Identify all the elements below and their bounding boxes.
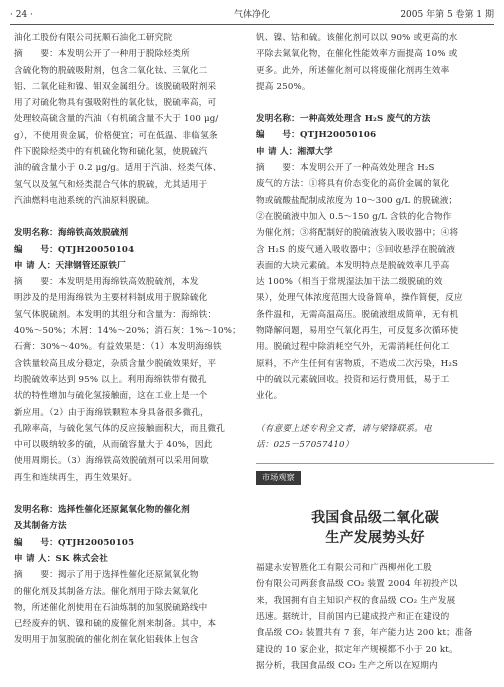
text-line: 摘 要：揭示了用于选择性催化还原氮氧化物 [14, 570, 199, 581]
text-line: 40%～50%；木屑：14%～20%；消石灰：1%～10%； [14, 326, 241, 337]
text-line: 摘 要：本发明公开了一种用于脱除烃类所 [14, 49, 190, 60]
patent-title-cont: 及其制备方法 [14, 521, 67, 532]
running-header [10, 8, 494, 22]
text-line: 含铁量较高且成分稳定，杂质含量少脱硫效果好，平 [14, 358, 217, 369]
text-line: 均脱硫效率达到 95% 以上。利用海绵铁带有微孔 [14, 374, 207, 385]
text-line: 条件温和，无需高温高压。脱硫液组成简单，无有机 [256, 309, 459, 320]
text-line: 摘 要：本发明是用海绵铁高效脱硫剂，本发 [14, 277, 199, 288]
text-line: 含 H₂S 的废气通入吸收器中；⑤回收悬浮在脱硫液 [256, 244, 456, 255]
section-tag: 市场观察 [256, 471, 301, 485]
article-title-line: 我国食品级二氧化碳 [311, 510, 439, 527]
text-line: 中的硫以元素硫回收。投资和运行费用低，易于工 [256, 374, 450, 385]
article-title [256, 508, 494, 548]
text-line: 油的硫含量小于 0.2 μg/g。适用于汽油、烃类气体、 [14, 163, 222, 174]
text-line: 果），处理气体浓度范围大设备简单，操作简便，反应 [256, 293, 463, 304]
text-line: 物降解问题，易用空气氧化再生，可反复多次循环使 [256, 326, 459, 337]
text-line: 使用周期长。（3）海绵铁高效脱硫剂可以采用间歇 [14, 456, 209, 467]
contact-line: （有意要上述专利全文者，请与梁锋联系。电 [256, 423, 432, 434]
text-line: 氢气体脱硫剂。本发明的其组分和含量为：海绵铁： [14, 309, 217, 320]
text-line: 摘 要：本发明公开了一种高效处理含 H₂S [256, 163, 435, 174]
text-line: 铝、二氧化硅和镍、钼双金属组分。该脱硫吸附剂采 [14, 81, 217, 92]
text-line: 用了对硫化物具有强吸附性的氧化钛，脱硫率高，可 [14, 98, 217, 109]
text-line: 的催化剂及其制备方法。催化剂用于除去氮氧化 [14, 586, 199, 597]
text-line: 钒、镍、钴和硫。该催化剂可以以 90% 或更高的水 [256, 33, 458, 43]
text-line: 份有限公司两套食品级 CO₂ 装置 2004 年初投产以 [256, 579, 458, 590]
text-line: 原料，不产生任何有害物质，不造成二次污染，H₂S [256, 358, 459, 369]
text-line: 提高 250%。 [256, 81, 311, 92]
abstract-continued [14, 30, 246, 209]
patent-applicant: 申 请 人：SK 株式会社 [14, 553, 109, 564]
text-line: 据分析，我国食品级 CO₂ 生产之所以在短期内 [256, 660, 438, 671]
text-line: 已经废弃的钒、镍和硫的废催化剂来制备。其中，本 [14, 619, 217, 630]
text-line: 中可以吸纳较多的硫，从而硫容量大于 40%，因此 [14, 440, 213, 451]
text-line: 为催化剂；③将配制好的脱硫液装入吸收器中；④将 [256, 228, 459, 239]
patent-applicant: 申 请 人：天津钢管还原铁厂 [14, 260, 126, 271]
text-line: 孔隙率高，与硫化氢气体的反应接触面积大，而且微孔 [14, 423, 226, 434]
text-line: 建设的 10 家企业，拟定年产规模都不小于 20 kt。 [256, 644, 458, 655]
text-line: 表面的大块元素硫。本发明特点是脱硫效率几乎高 [256, 260, 450, 271]
patent-title: 发明名称：一种高效处理含 H₂S 废气的方法 [256, 114, 431, 125]
text-line: 状的特性增加与硫化氢接触面，这在工业上是一个 [14, 391, 208, 402]
text-line: 件下脱除烃类中的有机硫化物和硫化氢，使脱硫汽 [14, 147, 208, 158]
text-line: 用。脱硫过程中除消耗空气外，无需消耗任何化工 [256, 342, 450, 353]
article-body [256, 560, 494, 674]
text-line: 油化工股份有限公司抚顺石油化工研究院 [14, 33, 173, 43]
page-number: · 24 · [10, 10, 33, 20]
text-line: 更多。此外，所述催化剂可以将废催化剂再生效率 [256, 65, 450, 76]
text-line: 明涉及的是用海绵铁为主要材料制成用于脱除硫化 [14, 293, 208, 304]
contact-note [256, 421, 494, 454]
patent-number: 编 号：QTJH20050106 [256, 130, 377, 141]
text-line: 福建永安智胜化工有限公司和广西柳州化工股 [256, 563, 432, 574]
text-line: 石膏：30%～40%。有益效果是：（1）本发明海绵铁 [14, 342, 222, 353]
text-line: 废气的方法：①将具有价态变化的高价金属的氧化 [256, 179, 450, 190]
header-rule [10, 24, 494, 25]
text-line: g），不使用贵金属，价格便宜；可在低温、非临氢条 [14, 130, 218, 141]
text-line: 新应用。（2）由于海绵铁颗粒本身具备很多微孔， [14, 407, 209, 418]
text-line: 业化。 [256, 391, 283, 402]
text-line: 发明用于加氢脱硫的催化剂在氧化铝载体上包含 [14, 635, 199, 646]
patent-title: 发明名称：选择性催化还原氮氧化物的催化剂 [14, 505, 190, 516]
text-line: 物或硫酸盐配制成浓度为 10～300 g/L 的脱硫液； [256, 195, 458, 206]
text-line: 氢气以及氢气和烃类混合气体的脱硫，尤其适用于 [14, 179, 208, 190]
left-column [14, 30, 246, 649]
text-line: 再生和连续再生，再生效果好。 [14, 472, 138, 483]
text-line: 达 100%（相当于常规湿法加干法二级脱硫的效 [256, 277, 443, 288]
text-line: 来，我国拥有自主知识产权的食品级 CO₂ 生产发展 [256, 595, 456, 606]
text-line: ②在脱硫液中加入 0.5～150 g/L 含铁的化合物作 [256, 211, 452, 222]
text-line: 平除去氮氧化物，在催化性能效率方面提高 10% 或 [256, 49, 458, 60]
abstract-continued [256, 30, 494, 95]
patent-number: 编 号：QTJH20050104 [14, 244, 135, 255]
article-title-line: 生产发展势头好 [325, 530, 425, 547]
contact-line: 话：025－57057410） [256, 439, 354, 450]
text-line: 汽油燃料电池系统的汽油原料脱硫。 [14, 195, 155, 206]
patent-number: 编 号：QTJH20050105 [14, 537, 135, 548]
text-line: 处理较高硫含量的汽油（有机硫含量不大于 100 μg/ [14, 114, 219, 125]
patent-entry-scr-catalyst [14, 502, 246, 649]
journal-title: 气体净化 [233, 10, 270, 20]
right-column [256, 30, 494, 674]
section-tag-row [256, 463, 494, 492]
patent-entry-sponge-iron [14, 225, 246, 486]
text-line: 迅速。据统计，目前国内已建成投产和正在建设的 [256, 612, 450, 623]
text-line: 物，所述催化剂使用在石油炼制的加氢脱硫路线中 [14, 602, 208, 613]
issue-info: 2005 年第 5 卷第 1 期 [400, 10, 494, 20]
patent-entry-h2s [256, 111, 494, 404]
patent-applicant: 申 请 人：湘潭大学 [256, 146, 333, 157]
patent-title: 发明名称：海绵铁高效脱硫剂 [14, 228, 129, 239]
text-line: 食品级 CO₂ 装置共有 7 套，年产能力达 200 kt；准备 [256, 628, 473, 639]
text-line: 含硫化物的脱硫吸附剂，包含二氧化钛、三氧化二 [14, 65, 208, 76]
